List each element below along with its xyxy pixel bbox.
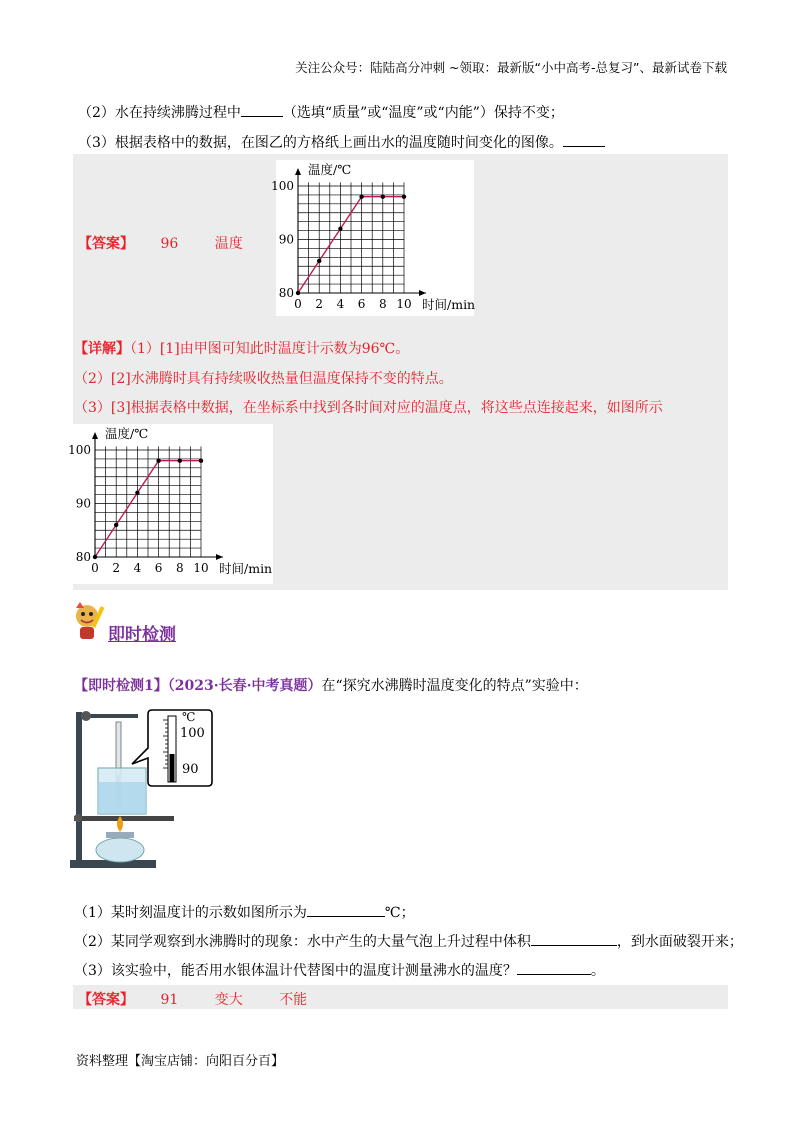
test-q3-text: （3）该实验中，能否用水银体温计代替图中的温度计测量沸水的温度？ [74, 963, 517, 979]
test-text: 在“探究水沸腾时温度变化的特点”实验中： [321, 678, 588, 694]
x-tick-label: 4 [336, 297, 345, 311]
x-tick-label: 6 [154, 561, 163, 575]
data-point [338, 227, 342, 231]
answer-label: 【答案】 [78, 992, 134, 1008]
answer-2 [78, 989, 307, 1009]
x-tick-label: 2 [315, 297, 324, 311]
chart-1 [271, 160, 476, 316]
x-tick-label: 8 [175, 561, 184, 575]
mascot-icon [70, 600, 110, 642]
detail-label: 【详解】 [74, 341, 130, 357]
thermometer-tick-90: 90 [182, 762, 199, 777]
y-tick-label: 90 [278, 232, 294, 247]
answer-blank [307, 916, 385, 917]
answer-blank [517, 974, 591, 975]
question-3-text: （3）根据表格中的数据，在图乙的方格纸上画出水的温度随时间变化的图像。 [78, 135, 563, 151]
answer-1 [78, 233, 243, 253]
y-tick-label: 100 [68, 443, 91, 457]
data-point [317, 259, 321, 263]
thermometer-unit: ℃ [182, 710, 196, 724]
test-question-3 [74, 960, 605, 980]
y-tick-label: 80 [75, 550, 91, 564]
y-axis-arrow [92, 432, 98, 439]
question-2 [78, 102, 564, 122]
test-source: （2023·长春·中考真题） [167, 678, 322, 694]
y-tick-label: 100 [271, 179, 294, 193]
temperature-chart [271, 160, 476, 316]
answer-blank [241, 116, 283, 117]
thermometer-tick-100: 100 [180, 726, 205, 741]
data-point [114, 523, 118, 527]
answer-value-1: 96 [160, 236, 179, 252]
detail-text-1: （1）[1]由甲图可知此时温度计示数为96℃。 [130, 341, 410, 357]
test-q2-tail: ，到水面破裂开来； [616, 934, 743, 950]
test-tag: 【即时检测1】 [74, 678, 168, 694]
detail-line-3: （3）[3]根据表格中数据，在坐标系中找到各时间对应的温度点，将这些点连接起来，如图所示 [74, 400, 663, 416]
test-question-2 [74, 931, 743, 951]
data-point [402, 195, 406, 199]
test-q2-text: （2）某同学观察到水沸腾时的现象：水中产生的大量气泡上升过程中体积 [74, 934, 531, 950]
test-q1-tail: ℃； [384, 905, 415, 921]
data-point [93, 555, 97, 559]
data-point [178, 459, 182, 463]
test-q1-text: （1）某时刻温度计的示数如图所示为 [74, 905, 307, 921]
test-q3-tail: 。 [590, 963, 605, 979]
data-point [199, 459, 203, 463]
section-title: 即时检测 [108, 625, 176, 645]
answer-value-3: 不能 [279, 992, 308, 1008]
test-1-heading [74, 675, 588, 695]
x-axis-arrow [216, 554, 223, 560]
temperature-chart [68, 424, 273, 584]
page-footer: 资料整理【淘宝店铺：向阳百分百】 [76, 1054, 285, 1069]
answer-label: 【答案】 [78, 236, 134, 252]
y-tick-label: 80 [278, 286, 294, 300]
data-point [381, 195, 385, 199]
question-2-tail: （选填“质量”或“温度”或“内能”）保持不变； [282, 105, 564, 121]
page-header: 关注公众号：陆陆高分冲刺 ~领取：最新版“小中高考-总复习”、最新试卷下载 [295, 60, 727, 75]
answer-blank [531, 945, 617, 946]
x-tick-label: 10 [396, 297, 412, 311]
x-axis-arrow [419, 290, 426, 296]
answer-value-1: 91 [160, 992, 179, 1008]
answer-value-2: 温度 [214, 236, 243, 252]
data-point [135, 491, 139, 495]
thermometer-callout [130, 708, 214, 790]
answer-blank [563, 146, 605, 147]
x-tick-label: 2 [112, 561, 121, 575]
data-point [359, 195, 363, 199]
data-point [296, 291, 300, 295]
y-axis-arrow [295, 168, 301, 175]
x-tick-label: 4 [133, 561, 142, 575]
x-axis-label: 时间/min [422, 297, 476, 312]
x-tick-label: 6 [357, 297, 366, 311]
data-point [156, 459, 160, 463]
y-tick-label: 90 [75, 496, 91, 511]
x-tick-label: 0 [91, 561, 99, 575]
y-axis-label: 温度/℃ [308, 162, 352, 177]
x-tick-label: 10 [193, 561, 209, 575]
detail-line-2: （2）[2]水沸腾时具有持续吸收热量但温度保持不变的特点。 [74, 371, 453, 387]
detail-line-1 [74, 338, 409, 358]
question-2-text: （2）水在持续沸腾过程中 [78, 105, 241, 121]
answer-value-2: 变大 [214, 992, 243, 1008]
test-question-1 [74, 902, 415, 922]
chart-2 [68, 424, 273, 584]
y-axis-label: 温度/℃ [105, 426, 149, 441]
x-tick-label: 0 [294, 297, 302, 311]
question-3 [78, 132, 605, 152]
x-tick-label: 8 [378, 297, 387, 311]
x-axis-label: 时间/min [219, 561, 273, 576]
